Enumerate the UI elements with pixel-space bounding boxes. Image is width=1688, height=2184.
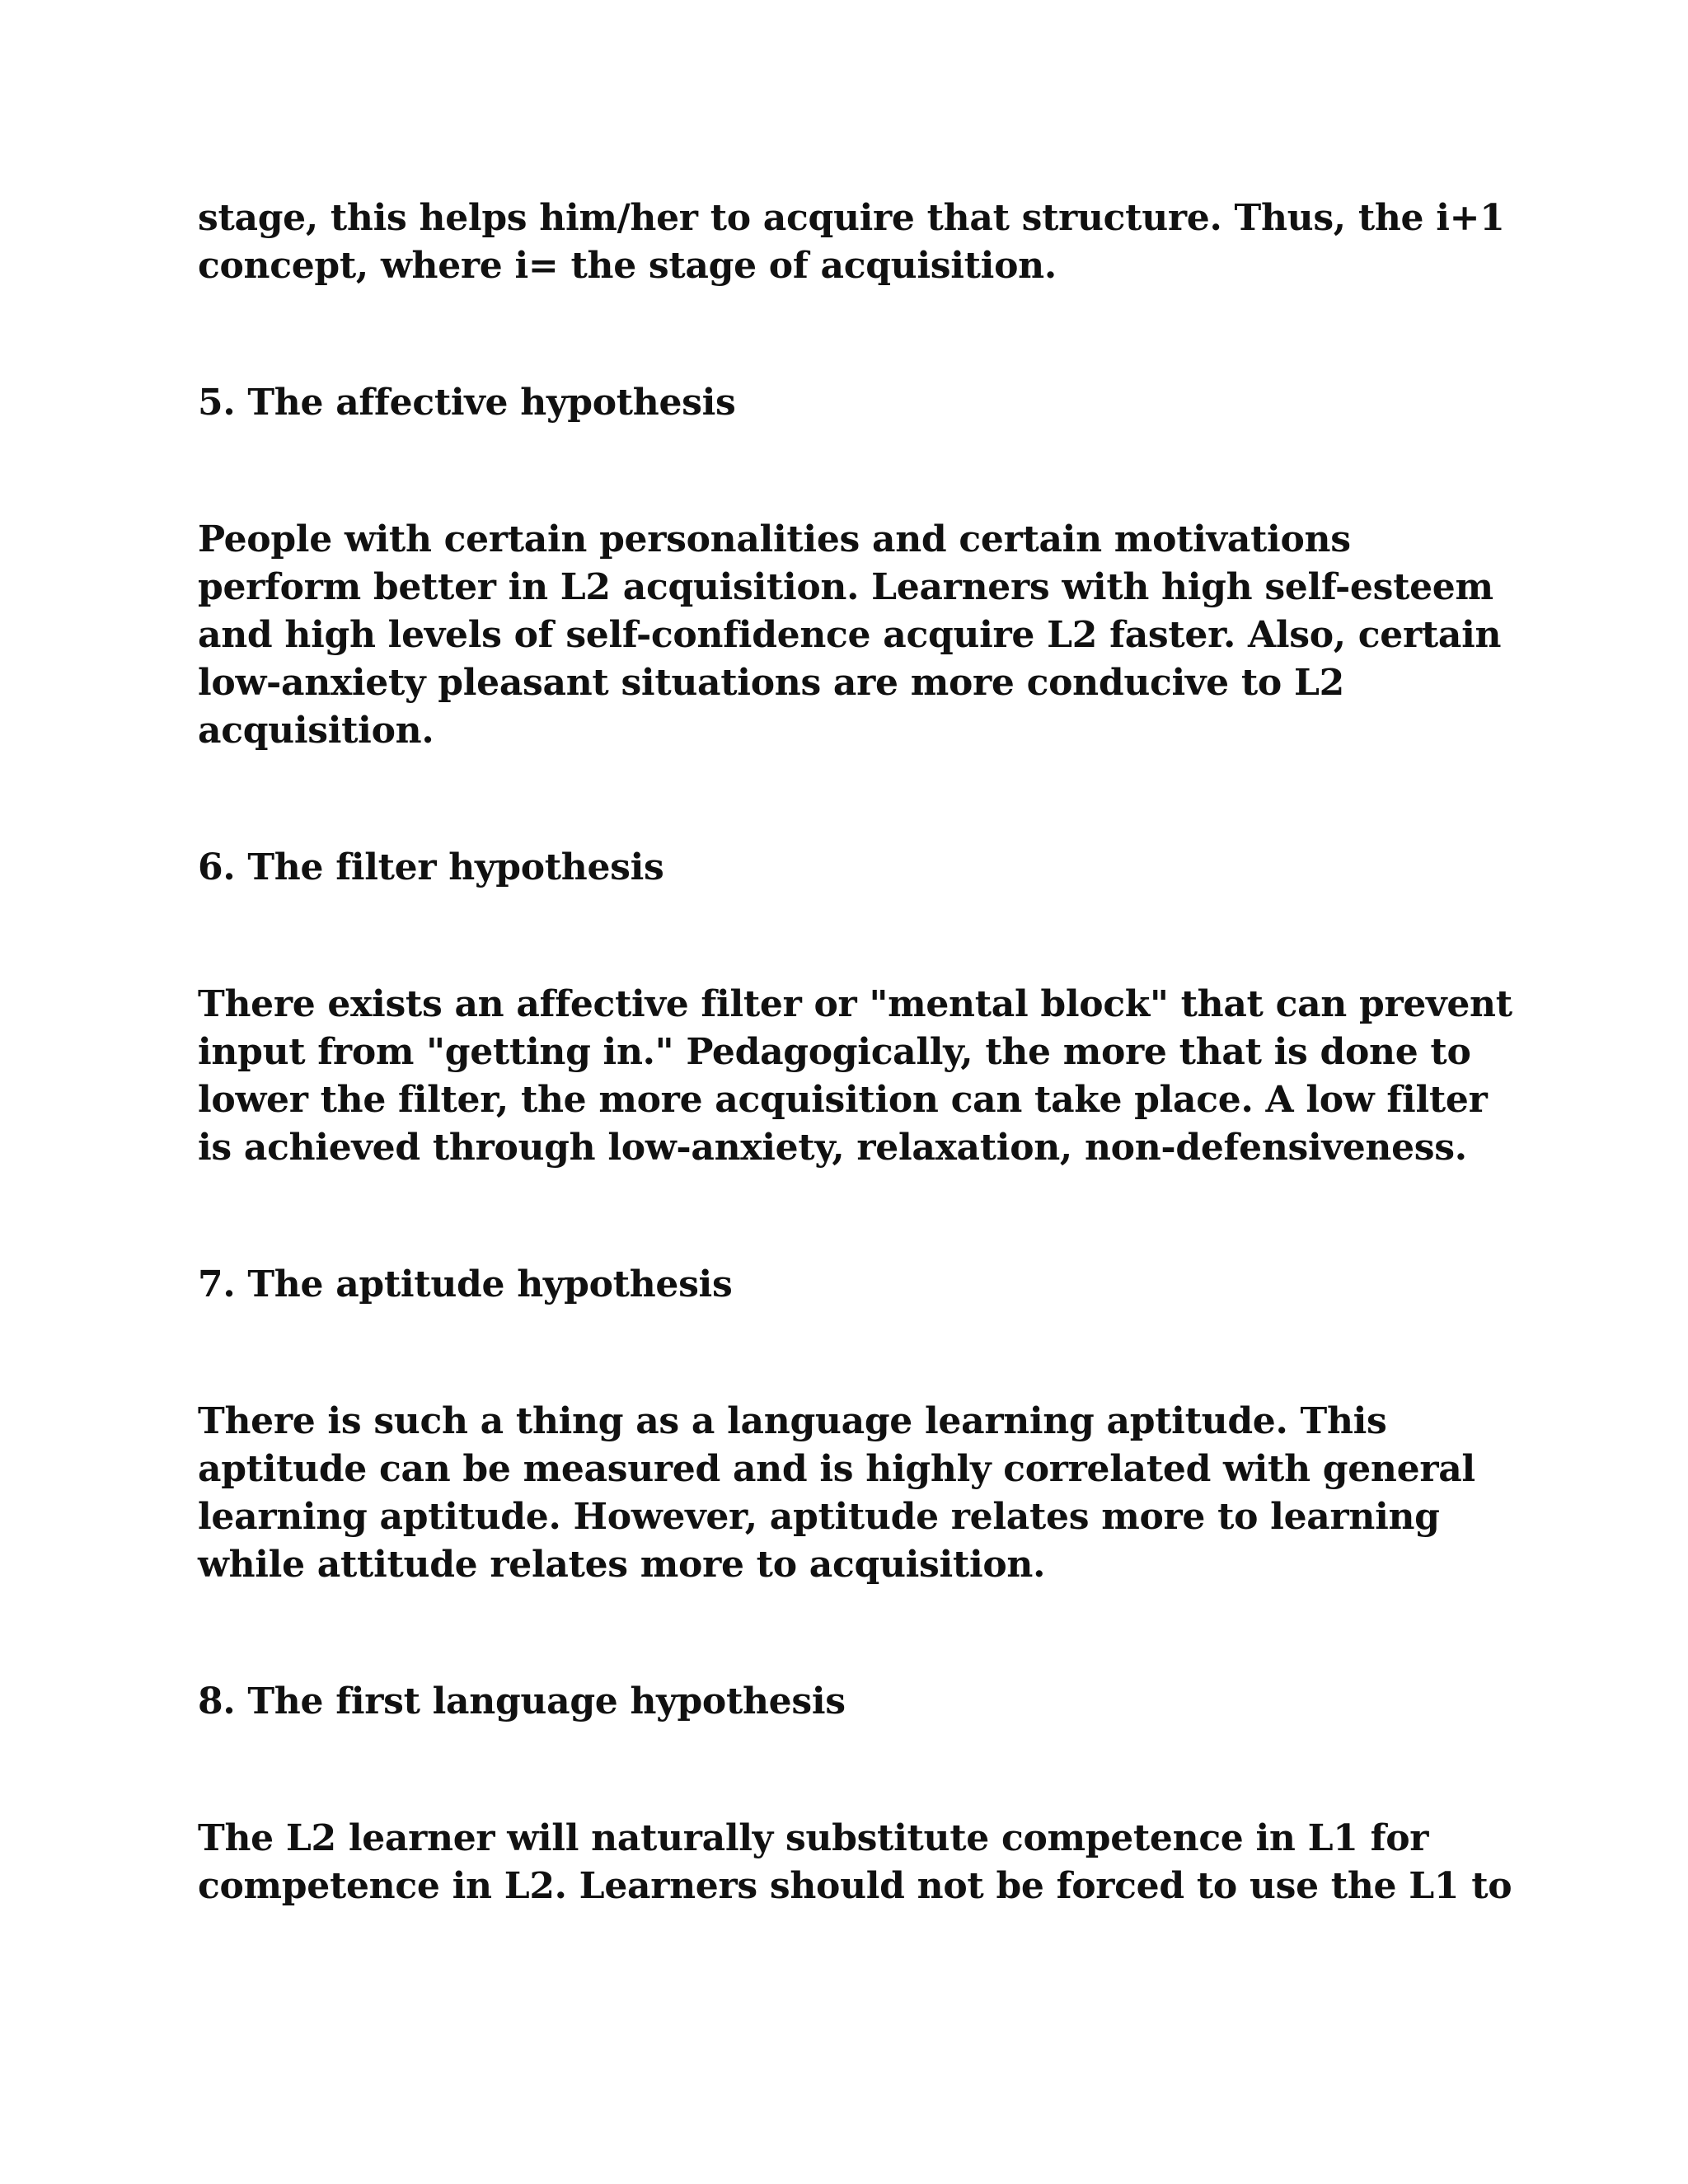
text-line: input from "getting in." Pedagogically, the more that is done to bbox=[198, 1031, 1471, 1073]
text-line: acquisition. bbox=[198, 710, 434, 752]
text-line: aptitude can be measured and is highly correlated with general bbox=[198, 1448, 1475, 1490]
section-heading-first-language: 8. The first language hypothesis bbox=[198, 1680, 846, 1722]
text-line: is achieved through low-anxiety, relaxation, non-defensiveness. bbox=[198, 1127, 1467, 1169]
text-line: low-anxiety pleasant situations are more conducive to L2 bbox=[198, 662, 1344, 704]
text-line: competence in L2. Learners should not be forced to use the L1 to bbox=[198, 1865, 1512, 1907]
text-line: concept, where i= the stage of acquisition. bbox=[198, 245, 1057, 287]
text-line: learning aptitude. However, aptitude relates more to learning bbox=[198, 1496, 1440, 1538]
text-line: People with certain personalities and certain motivations bbox=[198, 518, 1351, 560]
text-line: and high levels of self-confidence acquire L2 faster. Also, certain bbox=[198, 614, 1502, 656]
text-line: The L2 learner will naturally substitute competence in L1 for bbox=[198, 1817, 1429, 1859]
text-line: while attitude relates more to acquisition. bbox=[198, 1544, 1046, 1586]
text-line: stage, this helps him/her to acquire that structure. Thus, the i+1 bbox=[198, 197, 1505, 239]
text-line: lower the filter, the more acquisition can take place. A low filter bbox=[198, 1079, 1488, 1121]
text-line: There is such a thing as a language learning aptitude. This bbox=[198, 1400, 1387, 1442]
section-heading-affective: 5. The affective hypothesis bbox=[198, 382, 736, 424]
section-heading-aptitude: 7. The aptitude hypothesis bbox=[198, 1263, 733, 1305]
text-line: perform better in L2 acquisition. Learners with high self-esteem bbox=[198, 566, 1493, 608]
section-heading-filter: 6. The filter hypothesis bbox=[198, 846, 664, 888]
text-line: There exists an affective filter or "mental block" that can prevent bbox=[198, 983, 1512, 1025]
